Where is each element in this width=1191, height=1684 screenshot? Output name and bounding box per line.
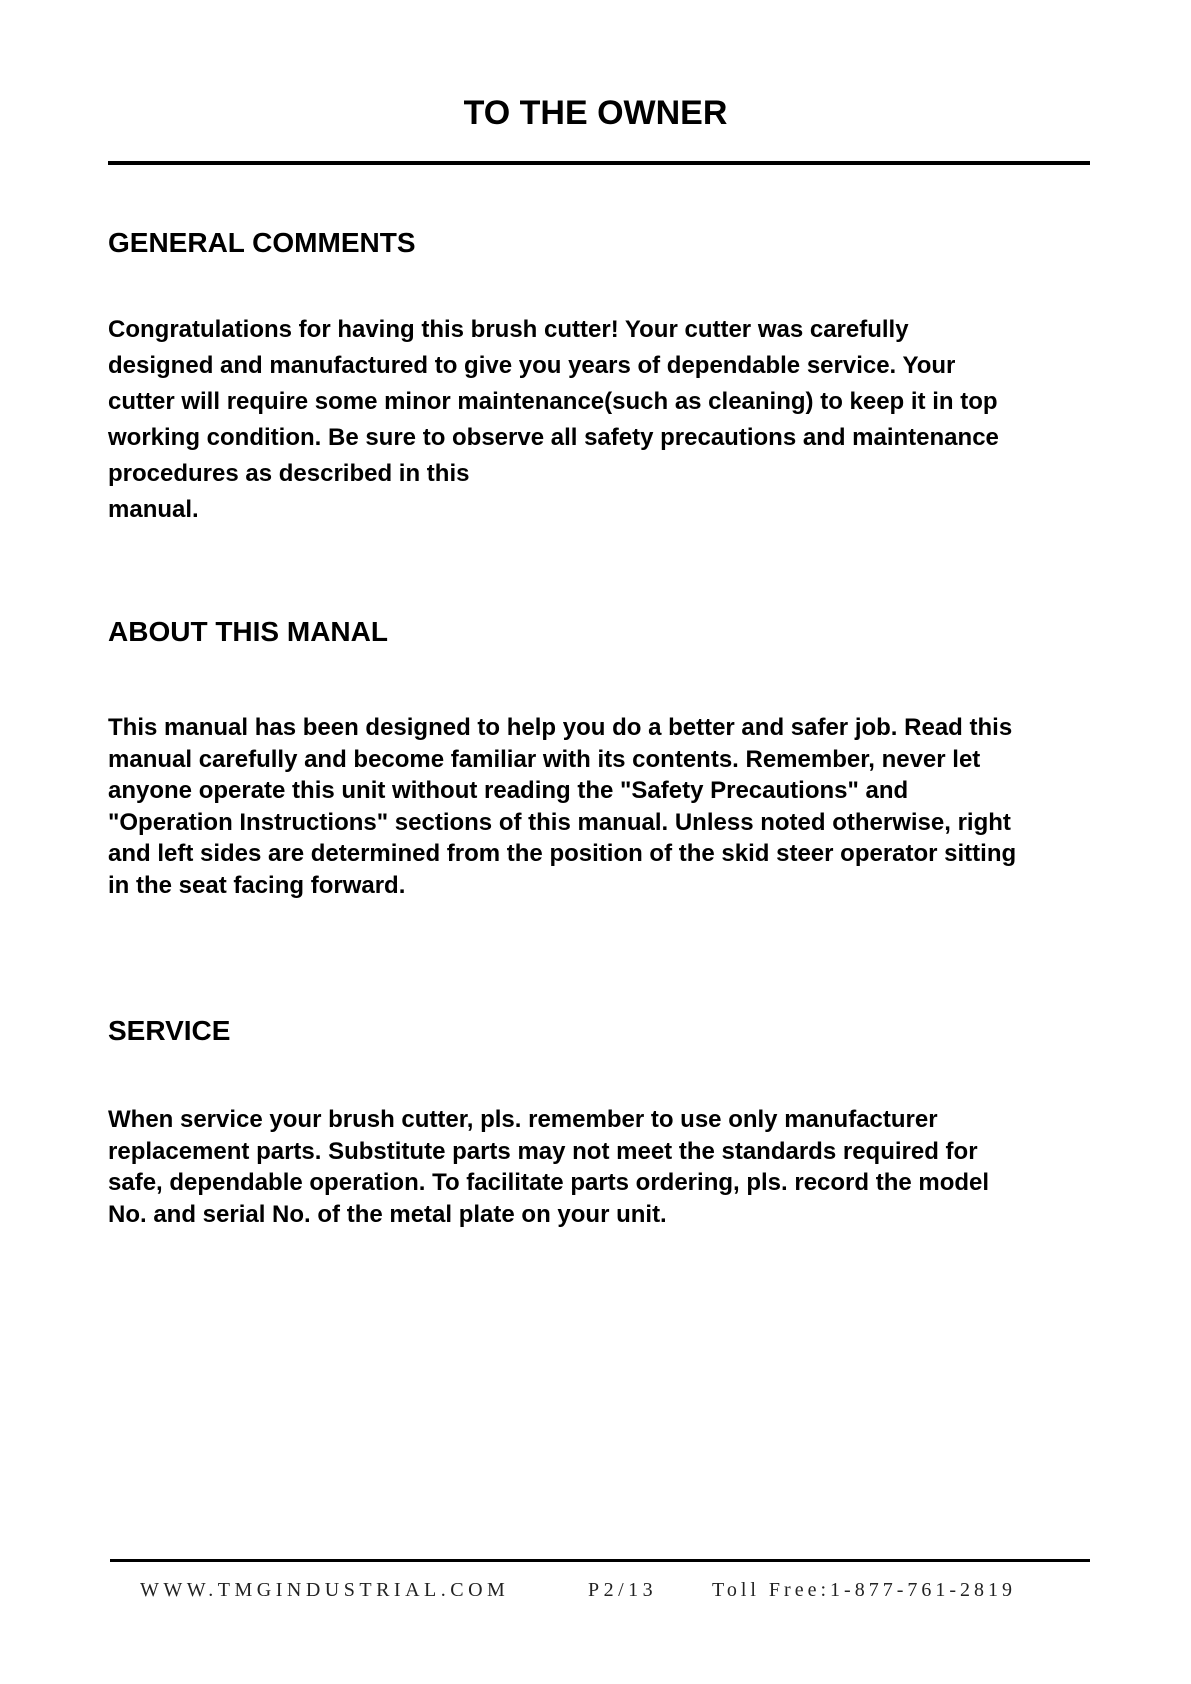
general-comments-paragraph — [108, 312, 1086, 528]
footer-toll-free: Toll Free:1-877-761-2819 — [712, 1579, 1017, 1601]
paragraph-line: replacement parts. Substitute parts may not meet the standards required for — [108, 1137, 978, 1165]
service-paragraph — [108, 1104, 1086, 1230]
paragraph-line: designed and manufactured to give you years of dependable service. Your — [108, 352, 956, 379]
section-heading-service: SERVICE — [108, 1015, 231, 1046]
paragraph-line: anyone operate this unit without reading the "Safety Precautions" and — [108, 777, 909, 804]
paragraph-line: This manual has been designed to help you do a better and safer job. Read this — [108, 714, 1013, 741]
paragraph-line: manual. — [108, 496, 199, 523]
page-title: TO THE OWNER — [463, 94, 728, 132]
paragraph-line: Congratulations for having this brush cutter! Your cutter was carefully — [108, 316, 909, 343]
paragraph-line: procedures as described in this — [108, 460, 470, 487]
paragraph-line: safe, dependable operation. To facilitate parts ordering, pls. record the model — [108, 1169, 990, 1196]
footer-divider — [110, 1559, 1090, 1562]
paragraph-line: manual carefully and become familiar with its contents. Remember, never let — [108, 745, 981, 773]
paragraph-line: No. and serial No. of the metal plate on your unit. — [108, 1200, 667, 1228]
footer-page-number: P2/13 — [588, 1579, 658, 1601]
paragraph-line: in the seat facing forward. — [108, 871, 406, 899]
paragraph-line: working condition. Be sure to observe all safety precautions and maintenance — [108, 424, 999, 451]
section-heading-general-comments: GENERAL COMMENTS — [108, 227, 416, 258]
paragraph-line: When service your brush cutter, pls. remember to use only manufacturer — [108, 1106, 938, 1133]
about-manual-paragraph — [108, 712, 1086, 901]
section-heading-about-manual: ABOUT THIS MANAL — [108, 616, 388, 647]
title-divider — [108, 161, 1090, 165]
paragraph-line: cutter will require some minor maintenance(such as cleaning) to keep it in top — [108, 388, 998, 415]
paragraph-line: "Operation Instructions" sections of this manual. Unless noted otherwise, right — [108, 808, 1011, 836]
paragraph-line: and left sides are determined from the position of the skid steer operator sitting — [108, 840, 1017, 867]
footer-website: WWW.TMGINDUSTRIAL.COM — [140, 1579, 510, 1601]
